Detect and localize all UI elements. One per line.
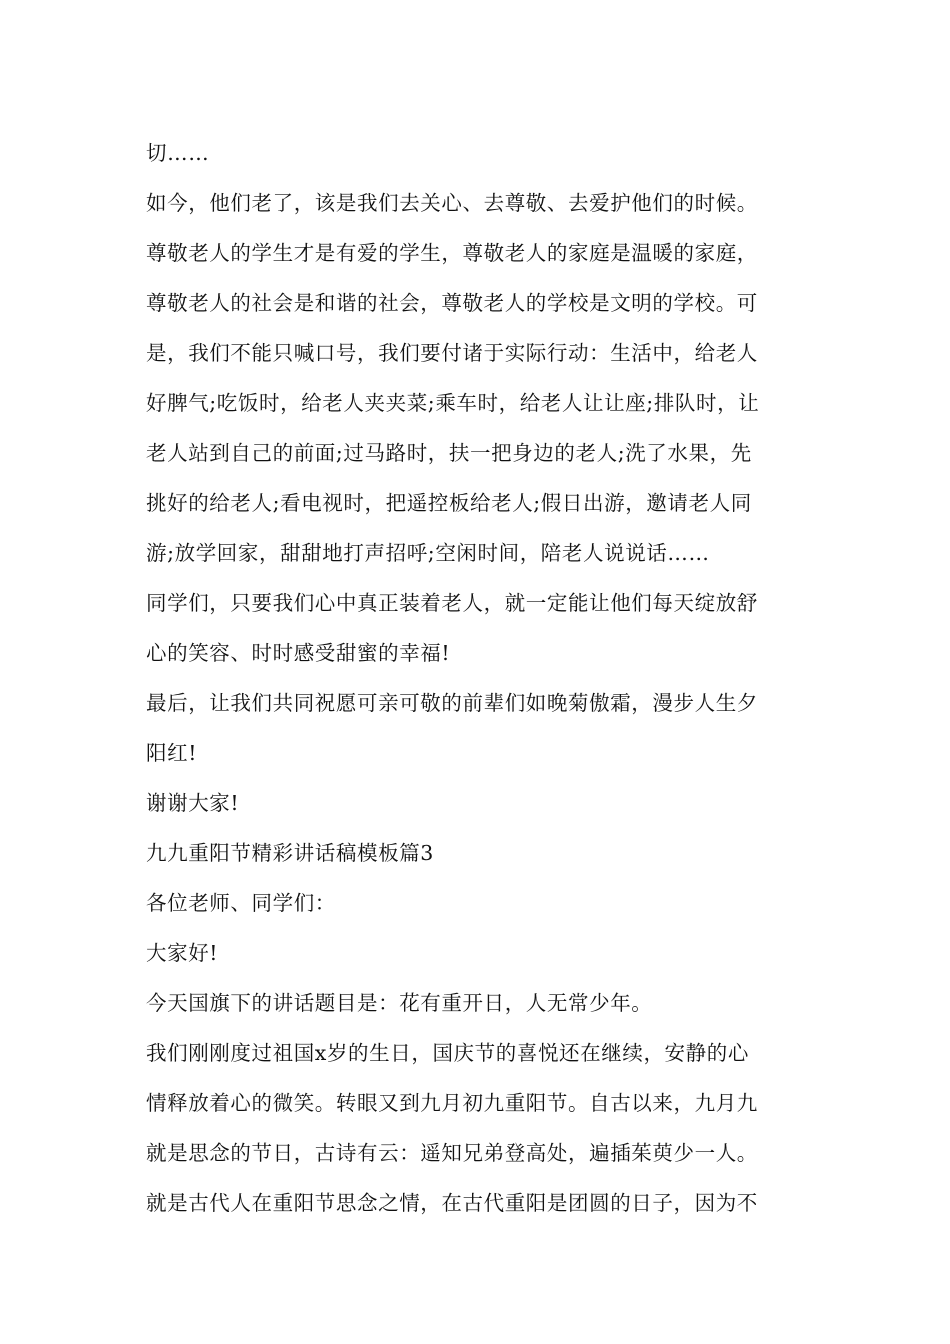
text-line: 最后，让我们共同祝愿可亲可敬的前辈们如晚菊傲霜，漫步人生夕 xyxy=(146,691,758,715)
text-line: 挑好的给老人;看电视时，把遥控板给老人;假日出游，邀请老人同 xyxy=(146,491,752,515)
text-line: 尊敬老人的社会是和谐的社会，尊敬老人的学校是文明的学校。可 xyxy=(146,291,758,315)
text-line: 游;放学回家，甜甜地打声招呼;空闲时间，陪老人说说话…… xyxy=(146,541,710,565)
text-line: 老人站到自己的前面;过马路时，扶一把身边的老人;洗了水果，先 xyxy=(146,441,752,465)
text-line: 好脾气;吃饭时，给老人夹夹菜;乘车时，给老人让让座;排队时，让 xyxy=(146,391,760,415)
text-line: 谢谢大家! xyxy=(146,791,240,815)
text-line: 切…… xyxy=(146,141,210,165)
text-line: 就是思念的节日，古诗有云：遥知兄弟登高处，遍插茱萸少一人。 xyxy=(146,1141,758,1165)
text-line: 情释放着心的微笑。转眼又到九月初九重阳节。自古以来，九月九 xyxy=(146,1091,758,1115)
text-line: 同学们，只要我们心中真正装着老人，就一定能让他们每天绽放舒 xyxy=(146,591,758,615)
text-line: 是，我们不能只喊口号，我们要付诸于实际行动：生活中，给老人 xyxy=(146,341,758,365)
text-line: 今天国旗下的讲话题目是：花有重开日，人无常少年。 xyxy=(146,991,653,1015)
section-heading: 九九重阳节精彩讲话稿模板篇3 xyxy=(146,841,434,865)
text-line: 我们刚刚度过祖国x岁的生日，国庆节的喜悦还在继续，安静的心 xyxy=(146,1041,749,1065)
text-line: 尊敬老人的学生才是有爱的学生，尊敬老人的家庭是温暖的家庭， xyxy=(146,241,758,265)
text-line: 如今，他们老了，该是我们去关心、去尊敬、去爱护他们的时候。 xyxy=(146,191,758,215)
text-line: 就是古代人在重阳节思念之情，在古代重阳是团圆的日子，因为不 xyxy=(146,1191,758,1215)
text-line: 大家好! xyxy=(146,941,219,965)
text-line: 心的笑容、时时感受甜蜜的幸福! xyxy=(146,641,451,665)
text-line: 各位老师、同学们： xyxy=(146,891,336,915)
document-body xyxy=(146,128,816,1228)
text-line: 阳红! xyxy=(146,741,198,765)
